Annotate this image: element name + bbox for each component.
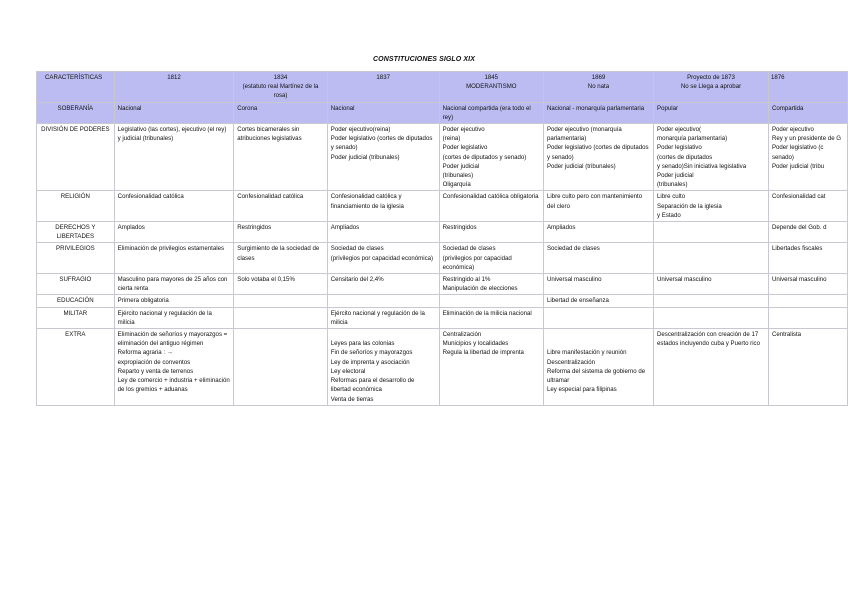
table-row [37,222,848,243]
table-cell [543,307,653,328]
cell-text: Ampliados [330,224,360,232]
header-cell: 1812 [114,72,234,103]
table-cell [768,274,847,295]
row-label: SUFRAGIO [37,274,115,295]
cell-text: Municipios y localidades [442,340,509,348]
cell-text [547,330,650,339]
cell-text: Libertad de enseñanza [546,297,609,305]
cell-text: Separación de la iglesia [657,202,722,210]
cell-text: Libre manifestación y reunión [546,349,627,357]
table-cell [327,295,439,307]
header-cell: CARACTERÍSTICAS [37,72,115,103]
table-cell [439,222,543,243]
cell-text: Universal masculino [771,276,827,284]
table-cell [439,243,543,274]
table-cell [327,243,439,274]
cell-text: Poder ejecutivo(reina) [330,126,391,134]
header-cell: 1834 (estatuto real Martínez de la rosa) [234,72,328,103]
cell-text: Amplados [117,224,145,232]
cell-text: Centralista [771,331,802,339]
cell-text: Censitario del 2,4% [330,276,384,284]
cell-text: Leyes para las colonias [330,340,395,348]
cell-text: Ejército nacional y regulación de la milicia [330,309,425,326]
cell-text [331,330,436,339]
cell-text: expropiación de conventos [117,358,191,366]
table-cell [768,124,847,191]
cell-text: Poder judicial (tribunales) [330,153,400,161]
header-cell: 1845 MODERANTISMO [439,72,543,103]
table-cell [114,243,234,274]
cell-text: Confesionalidad católica [117,193,184,201]
cell-text: Compartida [771,104,804,112]
cell-text: Poder judicial [442,162,480,170]
cell-text: (tribunales) [657,181,688,189]
cell-text: Poder legislativo [442,144,488,152]
cell-text: Confesionalidad cat [771,193,826,201]
cell-text: Reforma agraria : → [117,349,173,357]
cell-text: Regula la libertad de imprenta [442,349,524,357]
cell-text: Reparto y venta de terrenos [117,367,194,375]
cell-text: Venta de tierras [330,395,374,403]
cell-text: Poder legislativo (cortes de diputados y senado) [330,135,433,152]
table-cell [114,307,234,328]
cell-text: (tribunales) [442,172,474,180]
row-label: SOBERANÍA [37,102,115,123]
cell-text: Solo votaba el 0,15% [237,276,295,284]
cell-text: Manipulación de elecciones [442,285,518,293]
table-cell [543,191,653,222]
table-cell [543,222,653,243]
table-cell [439,274,543,295]
cell-text: Legislativo (las cortes), ejecutivo (el rey) y judicial (tribunales) [117,126,227,143]
table-cell [768,307,847,328]
cell-text: Cortes bicamerales sin atribuciones legislativas [237,126,302,143]
cell-text: Poder legislativo [657,144,702,152]
cell-text: Rey y un presidente de G [771,135,842,143]
table-cell [543,295,653,307]
table-cell [327,222,439,243]
row-label: EXTRA [37,329,115,406]
cell-text: Ley de comercio + industria + eliminación de los gremios + aduanas [117,377,230,394]
table-cell [654,295,769,307]
table-cell [327,124,439,191]
cell-text: Poder legislativo (c [771,144,824,152]
cell-text: Restringidos [442,224,477,232]
row-label: EDUCACIÓN [37,295,115,307]
cell-text: Centralización [442,331,482,339]
cell-text: Universal masculino [657,276,712,284]
table-cell [543,329,653,406]
cell-text: Restringidos [237,224,272,232]
table-cell [234,124,328,191]
cell-text: Sociedad de clases [330,245,384,253]
table-cell [234,295,328,307]
cell-text: Poder ejecutivo( [657,126,702,134]
cell-text: Masculino para mayores de 25 años con cierta renta [117,276,228,293]
header-cell: 1869 No nata [543,72,653,103]
table-row [37,124,848,191]
table-cell [439,295,543,307]
cell-text: Ley de imprenta y asociación [330,358,410,366]
cell-text: Ejército nacional y regulación de la milicia [117,309,212,326]
table-cell [654,124,769,191]
cell-text: Restringido al 1% [442,276,491,284]
table-cell [327,307,439,328]
table-cell [439,329,543,406]
cell-text: Universal masculino [546,276,602,284]
cell-text: monarquía parlamentaria) [657,135,728,143]
table-cell [654,102,769,123]
cell-text: Eliminación de la milicia nacional [442,309,532,317]
table-row [37,243,848,274]
cell-text: Poder judicial [657,172,694,180]
cell-text: (privilegios por capacidad económica) [330,254,434,262]
table-cell [768,329,847,406]
cell-text: Reformas para el desarrollo de libertad económica [330,377,415,394]
cell-text: y senado)Sin iniciativa legislativa [657,162,747,170]
table-cell [114,295,234,307]
cell-text: senado) [771,153,794,161]
table-cell [234,102,328,123]
cell-text: Poder legislativo (cortes de diputados y senado) [546,144,649,161]
cell-text: Nacional [117,104,142,112]
header-cell: 1876 [768,72,847,103]
table-cell [234,307,328,328]
constitutions-table [36,71,848,406]
table-cell [768,191,847,222]
cell-text: Corona [237,104,258,112]
table-cell [114,329,234,406]
table-row [37,295,848,307]
cell-text: Poder judicial (tribunales) [546,162,616,170]
table-cell [439,102,543,123]
table-cell [114,222,234,243]
row-label: RELIGIÓN [37,191,115,222]
table-cell [327,102,439,123]
cell-text: Libre culto pero con mantenimiento del clero [546,193,643,210]
table-cell [234,222,328,243]
table-cell [654,243,769,274]
cell-text: Confesionalidad católica y financiamiento de la iglesia [330,193,404,210]
table-cell [654,222,769,243]
table-cell [327,274,439,295]
cell-text: Libre culto [657,193,686,201]
table-row [37,274,848,295]
cell-text: Poder ejecutivo (monarquía parlamentaria) [546,126,622,143]
table-cell [234,329,328,406]
cell-text: Confesionalidad católica [237,193,304,201]
header-row [37,72,848,103]
table-cell [114,124,234,191]
cell-text: Reforma del sistema de gobierno de ultramar [546,367,646,385]
cell-text: y Estado [657,211,681,219]
cell-text: Primera obligatoria [117,297,169,305]
cell-text: Ley especial para filipinas [546,386,617,394]
cell-text: Fin de señoríos y mayorazgos [330,349,413,357]
cell-text: Nacional [330,104,355,112]
cell-text: Eliminación de señoríos y mayorazgos = eliminación del antiguo régimen [117,331,228,348]
cell-text [547,339,650,348]
cell-text: Popular [657,104,679,112]
cell-text: Sociedad de clases [442,245,496,253]
table-cell [654,191,769,222]
table-cell [114,191,234,222]
table-cell [114,274,234,295]
row-label: MILITAR [37,307,115,328]
cell-text: (reina) [442,135,461,143]
table-cell [439,191,543,222]
table-cell [768,222,847,243]
table-cell [654,274,769,295]
table-cell [543,124,653,191]
cell-text: Poder ejecutivo [771,126,814,134]
cell-text: Oligarquía [442,181,471,189]
table-row [37,191,848,222]
table-cell [234,243,328,274]
table-row [37,307,848,328]
row-label: DERECHOS Y LIBERTADES [37,222,115,243]
table-cell [654,329,769,406]
cell-text: Surgimiento de la sociedad de clases [237,245,320,262]
table-cell [327,191,439,222]
table-cell [768,243,847,274]
cell-text: Ley electoral [330,367,366,375]
table-cell [768,295,847,307]
table-cell [439,307,543,328]
table-cell [768,102,847,123]
table-cell [327,329,439,406]
header-cell: Proyecto de 1873 No se Llega a aprobar [654,72,769,103]
table-cell [543,274,653,295]
cell-text: Ampliados [546,224,576,232]
document-title: CONSTITUCIONES SIGLO XIX [373,56,475,63]
cell-text: Nacional - monarquía parlamentaria [546,104,645,112]
cell-text: (cortes de diputados y senado) [442,153,527,161]
cell-text: Descentralización [546,358,596,366]
table-cell [654,307,769,328]
cell-text: (privilegios por capacidad económica) [442,254,512,271]
cell-text: Poder judicial (tribu [771,162,825,170]
table-cell [439,124,543,191]
cell-text: Descentralización con creación de 17 estados incluyendo cuba y Puerto rico [657,331,760,348]
cell-text: Eliminación de privilegios estamentales [117,245,225,253]
cell-text: (cortes de diputados [657,153,713,161]
table-cell [543,243,653,274]
table-row [37,329,848,406]
cell-text: Poder ejecutivo [442,126,485,134]
table-cell [234,274,328,295]
cell-text: Nacional compartida (era todo el rey) [442,104,531,121]
row-label: DIVISIÓN DE PODERES [37,124,115,191]
cell-text: Libertades fiscales [771,245,823,253]
cell-text: Sociedad de clases [546,245,600,253]
header-cell: 1837 [327,72,439,103]
cell-text: Depende del Gob. d [771,224,827,232]
table-cell [234,191,328,222]
table-cell [543,102,653,123]
cell-text: Confesionalidad católica obligatoria [442,193,539,201]
table-cell [114,102,234,123]
table-row [37,102,848,123]
row-label: PRIVILEGIOS [37,243,115,274]
